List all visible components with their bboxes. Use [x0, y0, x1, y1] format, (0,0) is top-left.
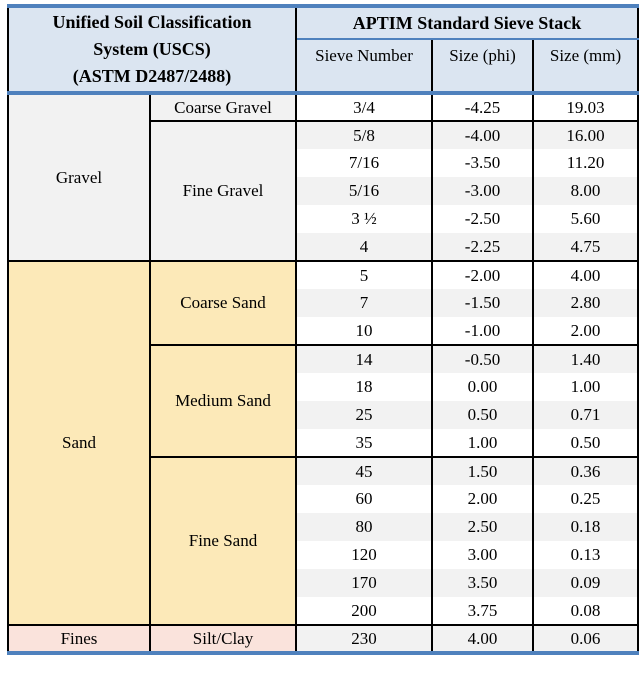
- uscs-header-line1: Unified Soil Classification: [52, 12, 252, 32]
- size-phi-cell: -1.50: [432, 289, 533, 317]
- size-phi-cell: -2.25: [432, 233, 533, 261]
- size-phi-cell: 2.00: [432, 485, 533, 513]
- sieve-number-cell: 80: [296, 513, 432, 541]
- sieve-number-cell: 18: [296, 373, 432, 401]
- size-mm-cell: 0.18: [533, 513, 638, 541]
- size-mm-cell: 1.40: [533, 345, 638, 373]
- size-phi-cell: -3.00: [432, 177, 533, 205]
- size-phi-cell: 0.00: [432, 373, 533, 401]
- size-mm-cell: 0.71: [533, 401, 638, 429]
- size-mm-cell: 16.00: [533, 121, 638, 149]
- sieve-number-cell: 4: [296, 233, 432, 261]
- sieve-number-cell: 7: [296, 289, 432, 317]
- size-mm-cell: 0.09: [533, 569, 638, 597]
- size-phi-cell: 4.00: [432, 625, 533, 653]
- sieve-number-cell: 5/16: [296, 177, 432, 205]
- size-phi-cell: -3.50: [432, 149, 533, 177]
- sieve-number-cell: 10: [296, 317, 432, 345]
- size-mm-cell: 4.75: [533, 233, 638, 261]
- size-phi-cell: 2.50: [432, 513, 533, 541]
- sieve-number-cell: 25: [296, 401, 432, 429]
- uscs-header-line2: System (USCS): [93, 39, 211, 59]
- size-phi-cell: -2.00: [432, 261, 533, 289]
- size-phi-cell: -2.50: [432, 205, 533, 233]
- sieve-table: [7, 4, 639, 655]
- table-row: [8, 93, 638, 121]
- sieve-number-cell: 230: [296, 625, 432, 653]
- size-mm-cell: 4.00: [533, 261, 638, 289]
- subgroup-cell-silt-clay: Silt/Clay: [150, 625, 296, 653]
- size-mm-cell: 11.20: [533, 149, 638, 177]
- group-cell-sand: Sand: [8, 261, 150, 625]
- size-phi-cell: 3.75: [432, 597, 533, 625]
- col-header-sieve-number: Sieve Number: [296, 39, 432, 93]
- sieve-number-cell: 120: [296, 541, 432, 569]
- size-phi-cell: -1.00: [432, 317, 533, 345]
- table-row: [8, 625, 638, 653]
- col-header-size-mm: Size (mm): [533, 39, 638, 93]
- size-phi-cell: 1.50: [432, 457, 533, 485]
- size-mm-cell: 0.50: [533, 429, 638, 457]
- size-mm-cell: 2.00: [533, 317, 638, 345]
- sieve-number-cell: 200: [296, 597, 432, 625]
- size-phi-cell: 3.00: [432, 541, 533, 569]
- size-mm-cell: 1.00: [533, 373, 638, 401]
- size-mm-cell: 0.25: [533, 485, 638, 513]
- size-mm-cell: 0.13: [533, 541, 638, 569]
- uscs-header: [8, 6, 296, 93]
- group-cell-fines: Fines: [8, 625, 150, 653]
- size-mm-cell: 2.80: [533, 289, 638, 317]
- col-header-size-phi: Size (phi): [432, 39, 533, 93]
- size-mm-cell: 8.00: [533, 177, 638, 205]
- sieve-table-container: [7, 4, 639, 655]
- size-phi-cell: -4.00: [432, 121, 533, 149]
- subgroup-cell-coarse-gravel: Coarse Gravel: [150, 93, 296, 121]
- size-phi-cell: -4.25: [432, 93, 533, 121]
- sieve-number-cell: 60: [296, 485, 432, 513]
- size-mm-cell: 5.60: [533, 205, 638, 233]
- subgroup-cell-fine-sand: Fine Sand: [150, 457, 296, 625]
- size-phi-cell: 1.00: [432, 429, 533, 457]
- sieve-number-cell: 14: [296, 345, 432, 373]
- size-mm-cell: 0.36: [533, 457, 638, 485]
- size-phi-cell: 0.50: [432, 401, 533, 429]
- header-row-main: [8, 6, 638, 39]
- size-phi-cell: -0.50: [432, 345, 533, 373]
- uscs-header-line3: (ASTM D2487/2488): [72, 66, 232, 86]
- subgroup-cell-medium-sand: Medium Sand: [150, 345, 296, 457]
- subgroup-cell-coarse-sand: Coarse Sand: [150, 261, 296, 345]
- sieve-number-cell: 7/16: [296, 149, 432, 177]
- subgroup-cell-fine-gravel: Fine Gravel: [150, 121, 296, 261]
- size-mm-cell: 0.06: [533, 625, 638, 653]
- group-cell-gravel: Gravel: [8, 93, 150, 261]
- sieve-number-cell: 3 ½: [296, 205, 432, 233]
- size-mm-cell: 0.08: [533, 597, 638, 625]
- sieve-number-cell: 3/4: [296, 93, 432, 121]
- sieve-number-cell: 35: [296, 429, 432, 457]
- table-body: [8, 93, 638, 653]
- sieve-number-cell: 170: [296, 569, 432, 597]
- aptim-header: APTIM Standard Sieve Stack: [296, 6, 638, 39]
- size-phi-cell: 3.50: [432, 569, 533, 597]
- sieve-number-cell: 45: [296, 457, 432, 485]
- sieve-number-cell: 5: [296, 261, 432, 289]
- table-row: [8, 261, 638, 289]
- sieve-number-cell: 5/8: [296, 121, 432, 149]
- size-mm-cell: 19.03: [533, 93, 638, 121]
